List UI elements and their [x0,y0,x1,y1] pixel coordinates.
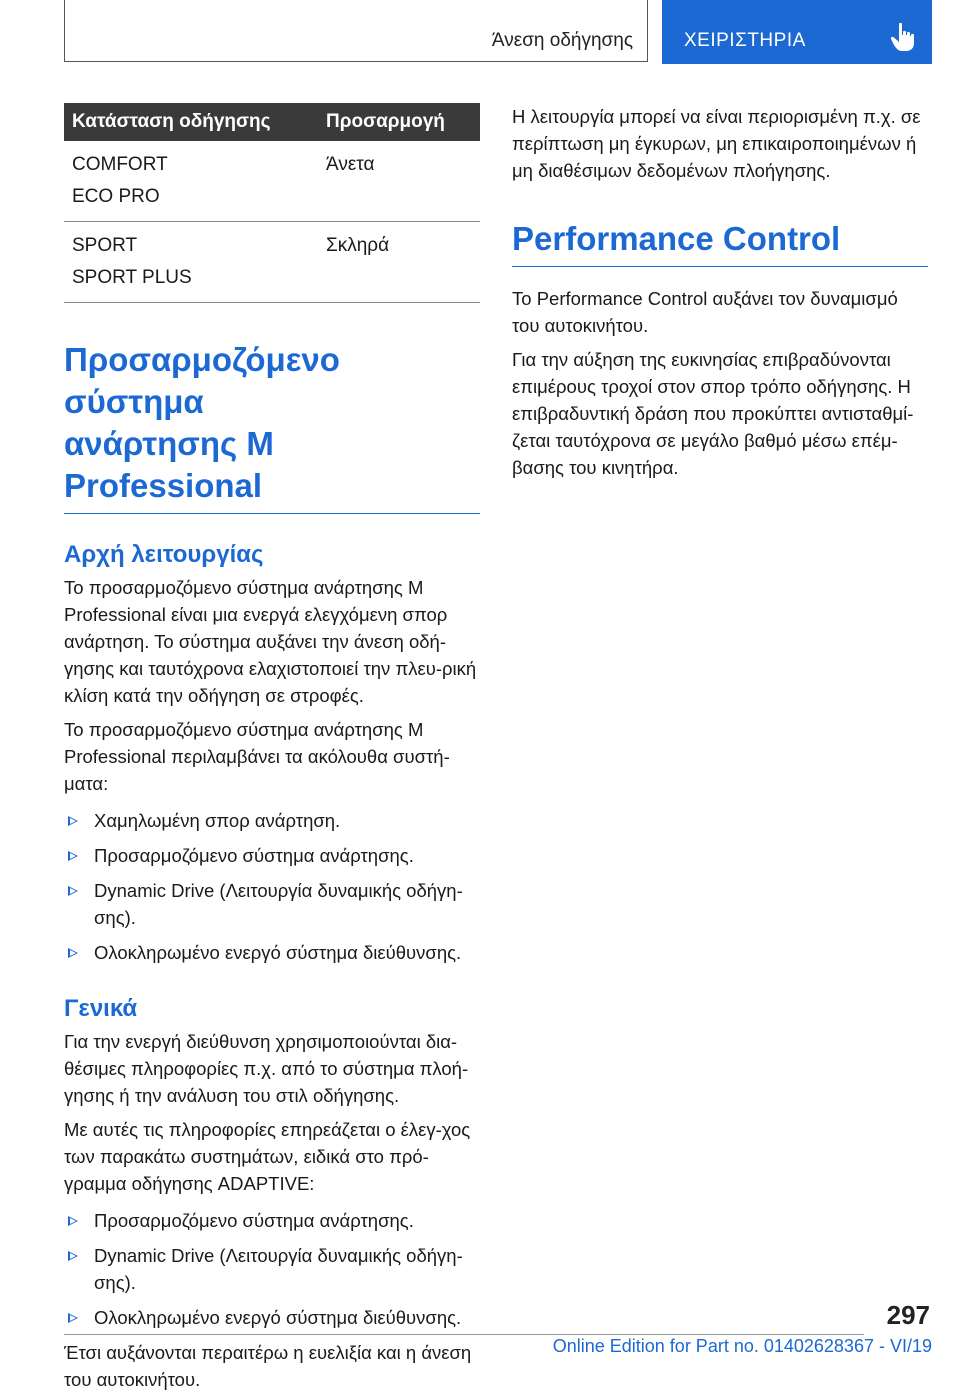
list-item-text: Ολοκληρωμένο ενεργό σύστημα διεύθυνσης. [94,942,462,963]
page-number: 297 [886,1300,930,1330]
table-row [64,141,480,222]
paragraph: Με αυτές τις πληροφορίες επηρεάζεται ο έλεγ-χος των παρακάτω συστημάτων, ειδικά στο πρό-γραμμα οδήγησης ADAPTIVE: [64,1119,471,1194]
title-line: ανάρτησης M Professional [64,425,274,504]
triangle-bullet-icon [68,886,78,896]
list-item [64,1242,480,1296]
mode-name: SPORT [72,235,138,256]
bullet-list [64,807,480,966]
list-item [64,877,480,931]
triangle-bullet-icon [68,1251,78,1261]
table-header-row [64,103,480,141]
subsection-heading: Αρχή λειτουργίας [64,541,264,568]
list-item-text: Dynamic Drive (Λειτουργία δυναμικής οδήγη-σης). [94,1245,463,1293]
mode-name: ECO PRO [72,186,160,207]
page-header [64,0,932,64]
section-name: Άνεση οδήγησης [491,30,633,51]
triangle-bullet-icon [68,948,78,958]
table-cell-modes [64,141,318,222]
page-footer [64,1300,932,1362]
mode-name: SPORT PLUS [72,267,192,288]
list-item [64,842,480,869]
footer-divider [64,1334,864,1335]
edition-label: Online Edition for Part no. 01402628367 - VI/19 [552,1336,932,1356]
list-item-text: Προσαρμοζόμενο σύστημα ανάρτησης. [94,845,414,866]
table-row [64,222,480,303]
suspension-modes-table [64,103,480,303]
left-column [64,103,480,1393]
section-title: Performance Control [512,218,928,267]
triangle-bullet-icon [68,1216,78,1226]
section-title [64,339,480,514]
table-header: Κατάσταση οδήγησης [64,103,318,141]
chapter-name: ΧΕΙΡΙΣΤΗΡΙΑ [684,30,806,51]
paragraph: Το Performance Control αυξάνει τον δυναμισμό του αυτοκινήτου. [512,288,898,336]
section-box [64,0,648,62]
paragraph: Για την ενεργή διεύθυνση χρησιμοποιούνται δια-θέσιμες πληροφορίες π.χ. από το σύστημα πλοή-γησης ή την ανάλυση του στιλ οδήγησης. [64,1031,469,1106]
list-item [64,939,480,966]
list-item-text: Ολοκληρωμένο ενεργό σύστημα διεύθυνσης. [94,1307,462,1328]
list-item-text: Dynamic Drive (Λειτουργία δυναμικής οδήγη-σης). [94,880,463,928]
mode-name: COMFORT [72,154,168,175]
list-item-text: Προσαρμοζόμενο σύστημα ανάρτησης. [94,1210,414,1231]
paragraph: Η λειτουργία μπορεί να είναι περιορισμένη π.χ. σε περίπτωση μη έγκυρων, μη επικαιροποιημένων ή μη διαθέσιμων δεδομένων πλοήγησης. [512,106,921,181]
list-item [64,1207,480,1234]
table-header: Προσαρμογή [318,103,480,141]
list-item-text: Χαμηλωμένη σπορ ανάρτηση. [94,810,341,831]
table-cell-modes [64,222,318,303]
triangle-bullet-icon [68,816,78,826]
paragraph: Έτσι αυξάνονται περαιτέρω η ευελιξία και η άνεση του αυτοκινήτου. [64,1342,472,1390]
paragraph: Το προσαρμοζόμενο σύστημα ανάρτησης M Professional είναι μια ενεργά ελεγχόμενη σπορ ανάρτηση. Το σύστημα αυξάνει την άνεση οδή-γησης και ταυτόχρονα ελαχιστοποιεί την πλευ-ρική κλίση κατά την οδήγηση σε στροφές. [64,577,477,706]
paragraph: Για την αύξηση της ευκινησίας επιβραδύνονται επιμέρους τροχοί στον σπορ τρόπο οδήγησης. Η επιβραδυντική δράση που προκύπτει αντισταθμί-ζεται ταυτόχρονα σε μεγάλο βαθμό μέσω επέμ-βασης του κινητήρα. [512,349,914,478]
title-line: Προσαρμοζόμενο σύστημα [64,341,340,420]
chapter-tab[interactable] [662,0,932,64]
triangle-bullet-icon [68,851,78,861]
list-item [64,807,480,834]
table-cell-value: Σκληρά [318,222,480,303]
subsection-heading: Γενικά [64,995,138,1022]
right-column [512,103,928,481]
table-cell-value: Άνετα [318,141,480,222]
paragraph: Το προσαρμοζόμενο σύστημα ανάρτησης M Professional περιλαμβάνει τα ακόλουθα συστή-ματα: [64,719,450,794]
hand-pointer-icon [890,22,916,52]
